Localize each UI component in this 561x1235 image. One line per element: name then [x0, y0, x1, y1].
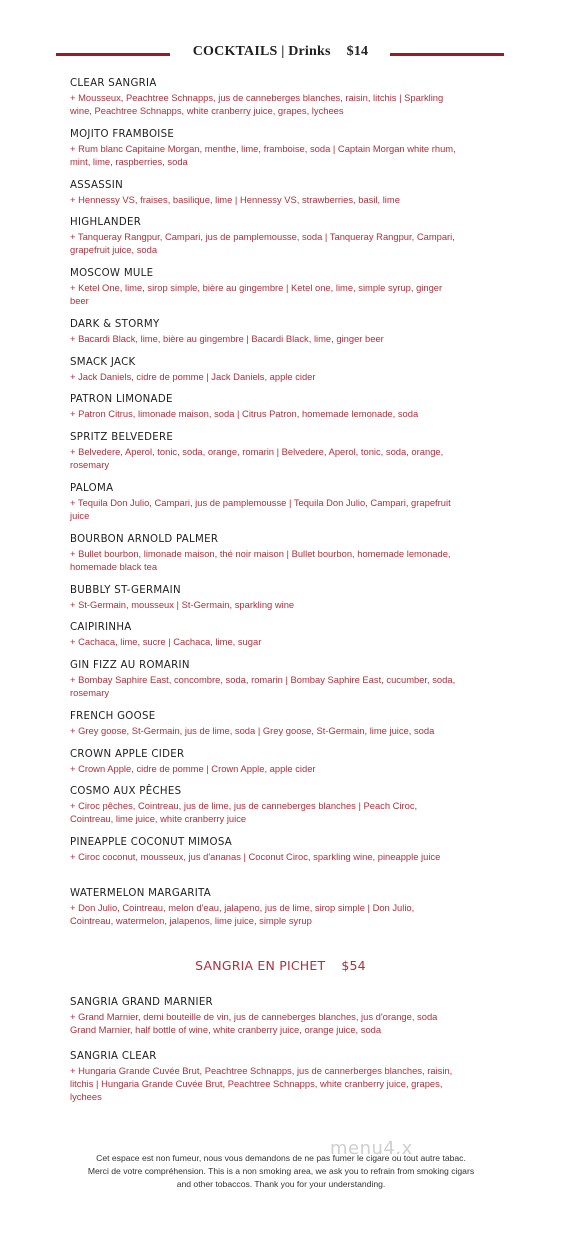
item-name: CROWN APPLE CIDER [70, 749, 185, 760]
menu-item [70, 996, 460, 1036]
item-name: DARK & STORMY [70, 319, 160, 330]
notice-english: This is a non smoking area, we ask you to refrain from smoking cigars and other tobaccos. Thank you for your understanding. [176, 1166, 475, 1189]
menu-item [70, 533, 460, 573]
section-title-text: COCKTAILS | Drinks [192, 44, 331, 59]
sangria-section-title [0, 958, 561, 973]
menu-item [70, 356, 460, 383]
menu-item [70, 584, 460, 611]
menu-item [70, 887, 460, 927]
item-description: + Bombay Saphire East, concombre, soda, romarin | Bombay Saphire East, cucumber, soda, rosemary [70, 674, 456, 699]
item-description: + Rum blanc Capitaine Morgan, menthe, lime, framboise, soda | Captain Morgan white rhum, mint, lime, raspberries, soda [70, 143, 456, 168]
item-name: MOSCOW MULE [70, 268, 154, 279]
watermark-text: menu4.x [330, 1138, 413, 1159]
item-description: + Tanqueray Rangpur, Campari, jus de pamplemousse, soda | Tanqueray Rangpur, Campari, grapefruit juice, soda [70, 231, 455, 256]
item-description: + Mousseux, Peachtree Schnapps, jus de canneberges blanches, raisin, litchis | Sparkling wine, Peachtree Schnapps, white cranberry juice, grapes, lychees [70, 92, 444, 117]
menu-item [70, 179, 460, 206]
item-name: PALOMA [70, 483, 114, 494]
item-description: + Ciroc coconut, mousseux, jus d'ananas | Coconut Ciroc, sparkling wine, pineapple juice [70, 851, 441, 862]
notice-french: Cet espace est non fumeur, nous vous demandons de ne pas fumer le cigare ou tout autre tabac. Merci de votre compréhension. [87, 1153, 466, 1176]
menu-item [70, 393, 460, 420]
item-description: + Crown Apple, cidre de pomme | Crown Apple, apple cider [70, 763, 316, 774]
item-description: + Don Julio, Cointreau, melon d'eau, jalapeno, jus de lime, sirop simple | Don Julio, Cointreau, watermelon, jalapenos, lime juice, simple syrup [70, 902, 415, 927]
item-name: CAIPIRINHA [70, 622, 132, 633]
item-name: PATRON LIMONADE [70, 394, 173, 405]
menu-item [70, 621, 460, 648]
item-description: + Patron Citrus, limonade maison, soda | Citrus Patron, homemade lemonade, soda [70, 408, 419, 419]
menu-item [70, 482, 460, 522]
menu-header [0, 44, 561, 64]
item-name: SPRITZ BELVEDERE [70, 432, 174, 443]
item-description: + Jack Daniels, cidre de pomme | Jack Daniels, apple cider [70, 371, 316, 382]
item-name: COSMO AUX PÊCHES [70, 786, 182, 797]
item-name: BUBBLY ST-GERMAIN [70, 585, 181, 596]
item-description: + Hennessy VS, fraises, basilique, lime | Hennessy VS, strawberries, basil, lime [70, 194, 400, 205]
item-name: GIN FIZZ AU ROMARIN [70, 660, 190, 671]
item-description: + Bacardi Black, lime, bière au gingembre | Bacardi Black, lime, ginger beer [70, 333, 384, 344]
item-name: HIGHLANDER [70, 217, 142, 228]
item-description: + Grand Marnier, demi bouteille de vin, jus de canneberges blanches, jus d'orange, soda Grand Marnier, half bottle of wine, white cranberry juice, orange juice, soda [70, 1011, 438, 1036]
menu-item [70, 267, 460, 307]
section-title [0, 44, 561, 60]
menu-item [70, 1050, 460, 1104]
sangria-title-text: SANGRIA EN PICHET [195, 958, 326, 973]
item-description: + Belvedere, Aperol, tonic, soda, orange, romarin | Belvedere, Aperol, tonic, soda, orange, rosemary [70, 446, 444, 471]
item-description: + Ketel One, lime, sirop simple, bière au gingembre | Ketel one, lime, simple syrup, ginger beer [70, 282, 443, 307]
item-name: SANGRIA GRAND MARNIER [70, 997, 213, 1008]
item-description: + Bullet bourbon, limonade maison, thé noir maison | Bullet bourbon, homemade lemonade, homemade black tea [70, 548, 451, 573]
menu-item [70, 77, 460, 117]
no-smoking-notice [86, 1152, 476, 1191]
item-name: MOJITO FRAMBOISE [70, 129, 175, 140]
item-description: + Cachaca, lime, sucre | Cachaca, lime, sugar [70, 636, 262, 647]
menu-item [70, 128, 460, 168]
item-description: + Hungaria Grande Cuvée Brut, Peachtree Schnapps, jus de cannerberges blanches, raisin, litchis | Hungaria Grande Cuvée Brut, Peachtree Schnapps, white cranberry juice, grapes, lychees [70, 1065, 453, 1103]
item-description: + Tequila Don Julio, Campari, jus de pamplemousse | Tequila Don Julio, Campari, grapefruit juice [70, 497, 451, 522]
item-name: ASSASSIN [70, 180, 124, 191]
item-name: PINEAPPLE COCONUT MIMOSA [70, 837, 233, 848]
item-name: CLEAR SANGRIA [70, 78, 157, 89]
item-name: SANGRIA CLEAR [70, 1051, 157, 1062]
item-description: + Grey goose, St-Germain, jus de lime, soda | Grey goose, St-Germain, lime juice, soda [70, 725, 435, 736]
menu-item [70, 785, 460, 825]
menu-item [70, 748, 460, 775]
item-description: + Ciroc pêches, Cointreau, jus de lime, jus de canneberges blanches | Peach Ciroc, Cointreau, lime juice, white cranberry juice [70, 800, 418, 825]
item-name: SMACK JACK [70, 357, 136, 368]
section-price: $14 [346, 44, 369, 59]
sangria-price: $54 [341, 958, 366, 973]
item-name: WATERMELON MARGARITA [70, 888, 212, 899]
menu-item [70, 836, 460, 863]
menu-item [70, 216, 460, 256]
item-name: FRENCH GOOSE [70, 711, 156, 722]
item-name: BOURBON ARNOLD PALMER [70, 534, 219, 545]
menu-item [70, 659, 460, 699]
menu-item [70, 431, 460, 471]
menu-item [70, 318, 460, 345]
menu-item [70, 710, 460, 737]
item-description: + St-Germain, mousseux | St-Germain, sparkling wine [70, 599, 295, 610]
